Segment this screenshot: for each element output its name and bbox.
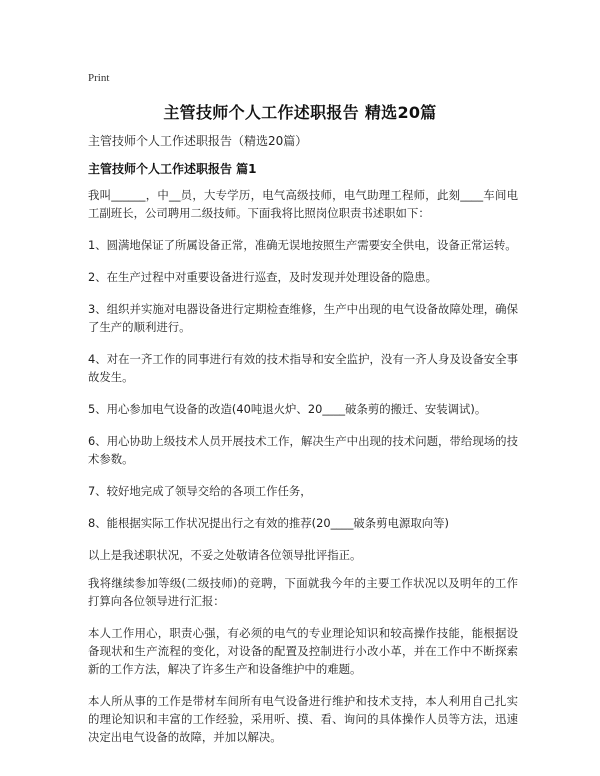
print-label: Print	[88, 72, 110, 84]
section-heading: 主管技师个人工作述职报告 篇1	[88, 162, 257, 176]
paragraph-item-6: 6、用心协助上级技术人员开展技术工作，解决生产中出现的技术问题，带给现场的技术参数。	[88, 434, 518, 466]
document-body	[88, 132, 518, 760]
paragraph-item-4: 4、对在一齐工作的同事进行有效的技术指导和安全监护，没有一齐人身及设备安全事故发生。	[88, 352, 518, 384]
paragraph-competition: 我将继续参加等级(二级技师)的竞聘，下面就我今年的主要工作状况以及明年的工作打算向各位领导进行汇报：	[88, 576, 518, 608]
paragraph-item-7: 7、较好地完成了领导交给的各项工作任务，	[88, 484, 312, 498]
paragraph-closing: 以上是我述职状况，不妥之处敬请各位领导批评指正。	[88, 548, 362, 562]
paragraph-item-8: 8、能根据实际工作状况提出行之有效的推荐(20____破条剪电源取向等)	[88, 516, 449, 530]
paragraph-work-scope: 本人所从事的工作是带材车间所有电气设备进行维护和技术支持，本人利用自己扎实的理论知识和丰富的工作经验，采用听、摸、看、询问的具体操作人员等方法，迅速决定出电气设备的故障，并加以解决。	[88, 694, 518, 744]
paragraph-intro: 我叫______，中__员，大专学历，电气高级技师，电气助理工程师，此刻____车间电工副班长，公司聘用二级技师。下面我将比照岗位职责书述职如下：	[88, 188, 518, 220]
document-subtitle: 主管技师个人工作述职报告（精选20篇）	[88, 134, 308, 148]
paragraph-item-3: 3、组织并实施对电器设备进行定期检查维修，生产中出现的电气设备故障处理，确保了生产的顺利进行。	[88, 302, 518, 334]
paragraph-work-attitude: 本人工作用心，职责心强，有必须的电气的专业理论知识和较高操作技能，能根据设备现状和生产流程的变化，对设备的配置及控制进行小改小革，并在工作中不断探索新的工作方法，解决了许多生产和设备维护中的难题。	[88, 626, 518, 676]
paragraph-item-1: 1、圆满地保证了所属设备正常，准确无误地按照生产需要安全供电，设备正常运转。	[88, 238, 517, 252]
paragraph-item-5: 5、用心参加电气设备的改造(40吨退火炉、20____破条剪的搬迁、安装调试)。	[88, 402, 487, 416]
page-title: 主管技师个人工作述职报告 精选20篇	[163, 103, 437, 122]
paragraph-item-2: 2、在生产过程中对重要设备进行巡查，及时发现并处理设备的隐患。	[88, 270, 437, 284]
